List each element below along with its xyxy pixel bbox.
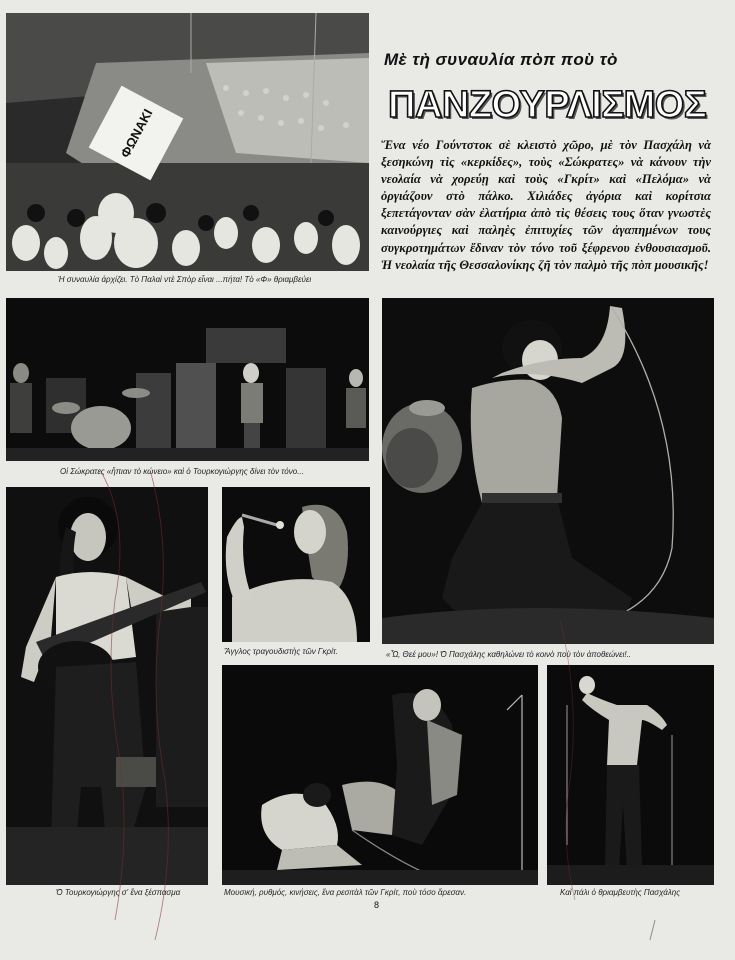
caption-crowd: Ἡ συναυλία ἀρχίζει. Τὸ Παλαὶ ντὲ Σπὸρ εἶναι ...πήτα! Τὸ «Φ» θριαμβεύει xyxy=(58,275,312,284)
photo-singer-kneeling xyxy=(382,298,714,644)
caption-grit-recital: Μουσική, ρυθμός, κινήσεις, ἕνα ρεσιτὰλ τῶν Γκρίτ, ποὺ τόσο ἄρεσαν. xyxy=(224,888,467,897)
caption-singer-kneeling: «Ὦ, Θεέ μου»! Ὁ Πασχάλης καθηλώνει τὸ κοινὸ ποὺ τὸν ἀποθεώνει!.. xyxy=(386,650,632,659)
article-lead: Ἕνα νέο Γούντστοκ σὲ κλειστὸ χῶρο, μὲ τὸν Πασχάλη νὰ ξεσηκώνη τὶς «κερκίδες», τοὺς «Σώκρατες» νὰ κάνουν τὴν νεολαία νὰ χορεύῃ καὶ τοὺς «Γκρίτ» καὶ «Πελόμα» νὰ ὀργιάζουν στὸ πάλκο. Χιλιάδες ἀγόρια καὶ κορίτσια ξεπετάγονταν σὰν ἐλατήρια ἀπὸ τὶς θέσεις τους ὅταν γνωστὲς καινούργιες καὶ παληὲς ἐπιτυχίες τῶν ἀγαπημένων τους συγκροτημάτων ἔδιναν τὸν τόνο τοῦ ξέφρενου ἐνθουσιασμοῦ. Ἡ νεολαία τῆς Θεσσαλονίκης ζῆ τὸν παλμὸ τῆς πὸπ μουσικῆς! xyxy=(381,138,711,272)
photo-bass-guitarist xyxy=(6,487,208,885)
photo-grit-recital xyxy=(222,665,538,885)
caption-band-stage: Οἱ Σώκρατες «ἤπιαν τὸ κώνειο» καὶ ὁ Τουρκογιώργης δίνει τὸν τόνο... xyxy=(60,467,304,476)
headline-title: ΠΑΝΖΟΥΡΛΙΣΜΟΣ xyxy=(388,84,707,126)
photo-grit-singer xyxy=(222,487,370,642)
caption-grit-singer: Ἄγγλος τραγουδιστὴς τῶν Γκρίτ. xyxy=(224,647,339,656)
caption-bass-guitarist: Ὁ Τουρκογιώργης σ' ἕνα ξέσπασμα xyxy=(56,888,181,897)
photo-paschalis-standing xyxy=(547,665,714,885)
photo-band-stage xyxy=(6,298,369,461)
banner-sign-text: ΦΩΝΑΚΙ xyxy=(116,106,156,160)
page-number: 8 xyxy=(374,900,380,910)
caption-paschalis-standing: Καὶ πάλι ὁ θριαμβευτὴς Πασχάλης xyxy=(560,888,681,897)
photo-crowd xyxy=(6,13,369,271)
headline-kicker: Μὲ τὴ συναυλία πὸπ ποὺ τὸ xyxy=(384,50,618,69)
